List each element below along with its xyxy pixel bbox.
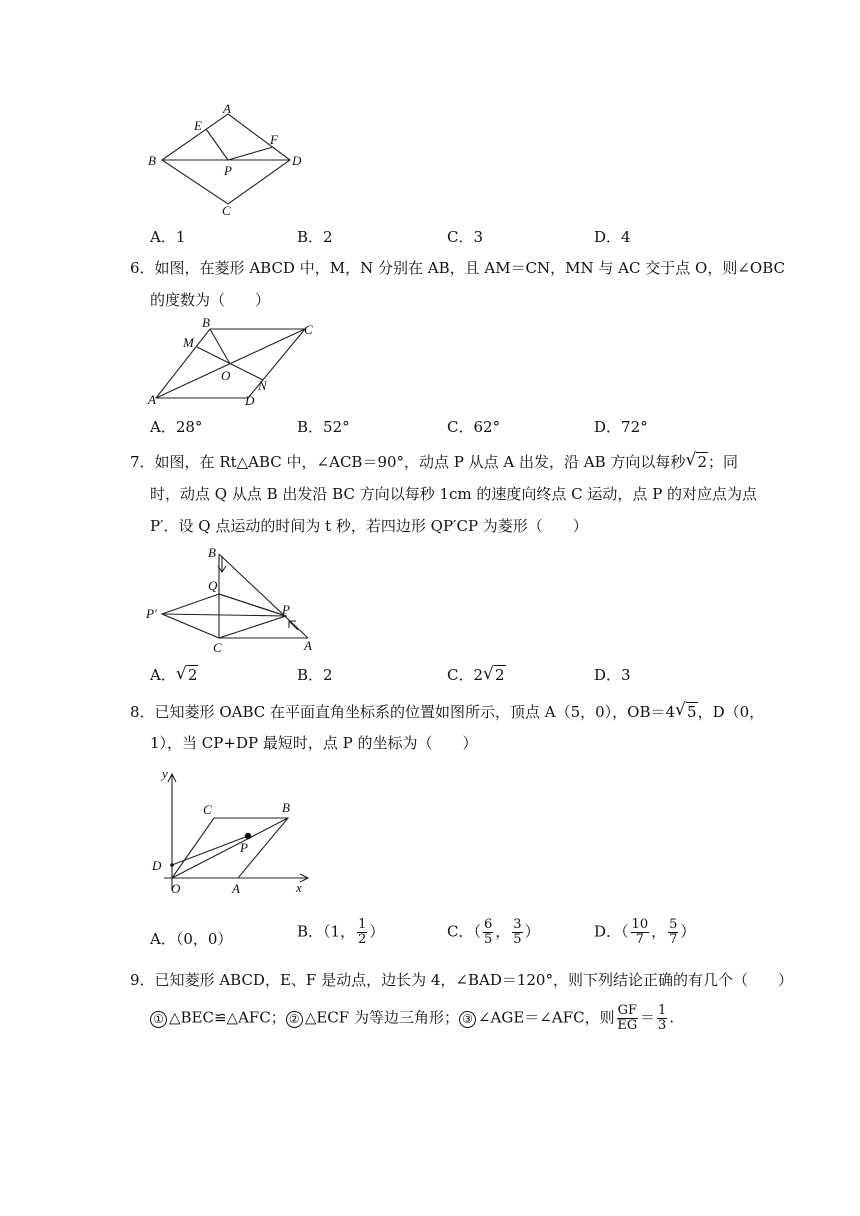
q5-label-d: D: [292, 153, 302, 168]
q9-stem-line1: 9．已知菱形 ABCD，E、F 是动点，边长为 4，∠BAD＝120°，则下列结论正确的有几个（ ）: [130, 971, 793, 989]
q7-stem-line1: 7．如图，在 Rt△ABC 中，∠ACB＝90°，动点 P 从点 A 出发，沿 AB 方向以每秒√ 2；同: [130, 452, 738, 472]
q7-label-a: A: [304, 638, 312, 653]
q5-label-f: F: [270, 132, 278, 147]
q6-figure: [140, 312, 330, 412]
q6-choice-b: B．52°: [297, 418, 350, 436]
q7-choice-a: A．√ 2: [150, 664, 198, 685]
q6-stem-line2: 的度数为（ ）: [150, 291, 271, 309]
q7-label-pprime: P′: [146, 606, 157, 621]
q8-label-x: x: [296, 880, 302, 895]
q5-label-e: E: [194, 118, 202, 133]
q7-choice-d: D．3: [594, 666, 631, 684]
q6-label-m: M: [183, 335, 194, 350]
q7-stem-line2: 时，动点 Q 从点 B 出发沿 BC 方向以每秒 1cm 的速度向终点 C 运动，点 P 的对应点为点: [150, 485, 758, 503]
q7-figure: [140, 542, 330, 657]
q7-stem-line3: P′．设 Q 点运动的时间为 t 秒，若四边形 QP′CP 为菱形（ ）: [150, 517, 588, 535]
q7-choice-b: B．2: [297, 666, 333, 684]
q5-choice-b: B．2: [297, 228, 333, 246]
q7-choice-c: C．2√ 2: [447, 664, 506, 685]
q8-stem-line1: 8．已知菱形 OABC 在平面直角坐标系的位置如图所示，顶点 A（5，0），OB＝4√ 5，D（0，: [130, 702, 764, 722]
q5-label-a: A: [223, 101, 231, 116]
q7-label-c: C: [213, 640, 222, 655]
q5-label-p: P: [224, 163, 232, 178]
q8-choice-c: C．（ $\frac{6}{5}$ ， $\frac{3}{5}$ ）: [447, 917, 540, 947]
q6-label-d: D: [245, 393, 255, 408]
q8-stem-line2: 1），当 CP+DP 最短时，点 P 的坐标为（ ）: [150, 734, 478, 752]
sqrt-symbol: √ 2: [176, 666, 199, 684]
q6-choice-d: D．72°: [594, 418, 648, 436]
q6-label-c: C: [304, 322, 313, 337]
q8-label-c: C: [203, 802, 212, 817]
sqrt-symbol: √ 5: [675, 702, 698, 722]
q8-label-o: O: [171, 881, 181, 896]
sqrt-symbol: √ 2: [685, 452, 708, 472]
q8-label-b: B: [282, 800, 290, 815]
q6-label-o: O: [221, 368, 231, 383]
q8-choice-b: B．（1， $\frac{1}{2}$ ）: [297, 917, 385, 947]
q9-stem-line2: ① △BEC≌△AFC； ② △ECF 为等边三角形； ③ ∠AGE＝∠AFC，则 $\frac{GF}{EG}$ ＝ $\frac{1}{3}$ .: [150, 1004, 674, 1033]
q8-choice-a: A．（0，0）: [150, 930, 233, 948]
q6-stem-line1: 6．如图，在菱形 ABCD 中，M，N 分别在 AB，且 AM＝CN，MN 与 AC 交于点 O，则∠OBC: [130, 259, 785, 277]
q8-label-d: D: [152, 858, 162, 873]
q8-figure: [140, 764, 330, 904]
q6-choice-a: A．28°: [150, 418, 203, 436]
q5-label-c: C: [222, 203, 231, 218]
q5-label-b: B: [148, 153, 156, 168]
q6-label-b: B: [202, 315, 210, 330]
q7-label-q: Q: [208, 578, 218, 593]
q7-label-p: P: [282, 602, 290, 617]
q5-choice-d: D．4: [594, 228, 631, 246]
q7-label-b: B: [208, 545, 216, 560]
q8-label-p: P: [240, 840, 248, 855]
q8-choice-d: D．（ $\frac{10}{7}$ ， $\frac{5}{7}$ ）: [594, 917, 696, 947]
q5-choice-a: A．1: [150, 228, 186, 246]
q5-figure: [140, 100, 310, 220]
q6-label-a: A: [148, 392, 156, 407]
q8-label-a: A: [232, 881, 240, 896]
q6-choice-c: C．62°: [447, 418, 501, 436]
q8-label-y: y: [162, 766, 168, 781]
q6-label-n: N: [258, 378, 267, 393]
q5-choice-c: C．3: [447, 228, 484, 246]
sqrt-symbol: √ 2: [483, 666, 506, 684]
